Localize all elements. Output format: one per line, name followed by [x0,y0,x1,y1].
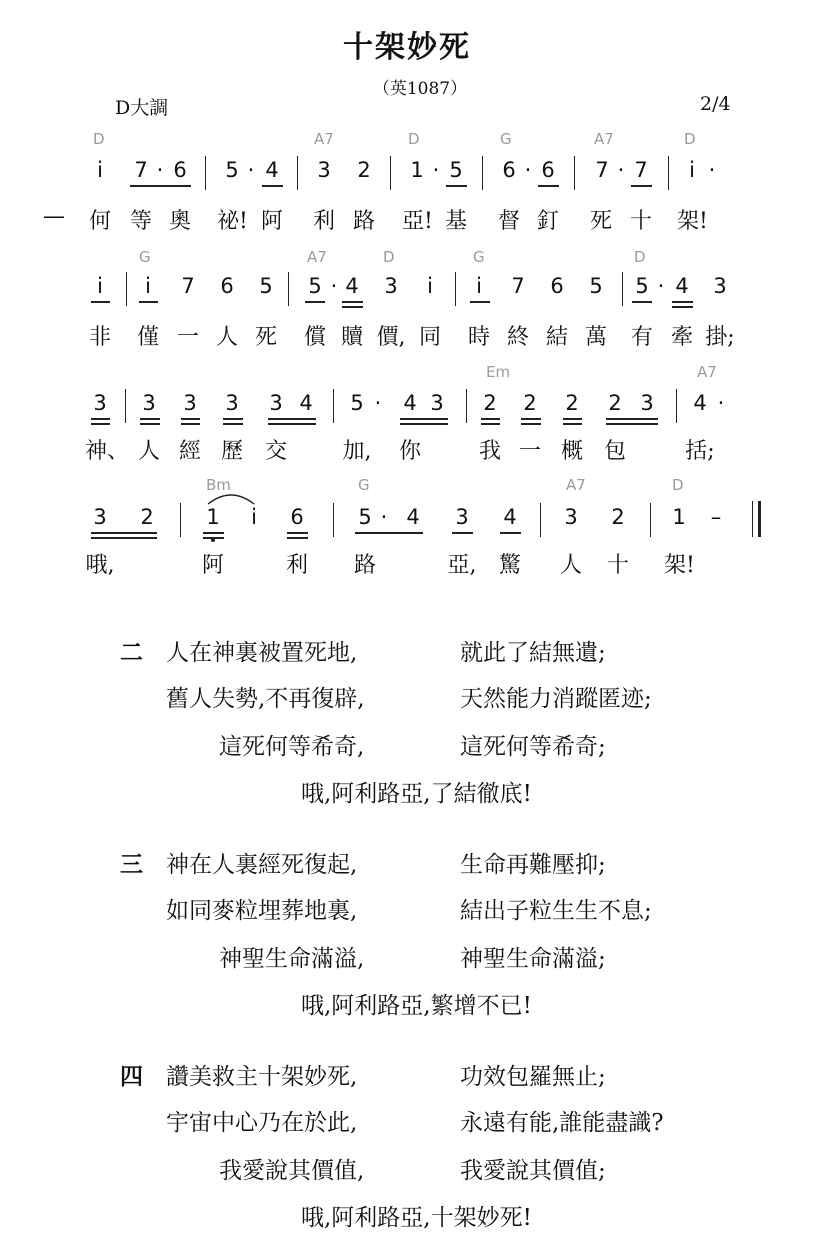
row1-barline [668,156,669,190]
verse-line: 我愛說其價值, [219,1158,365,1184]
row1-note: 7 [134,158,148,182]
row3-note: 3 [269,391,283,415]
verse-number: 三 [120,851,143,878]
row1-note: i [97,158,103,182]
row3-note: 3 [430,391,444,415]
row2-beam-double [342,306,363,308]
row4-note: 5 [358,505,372,529]
row2-note: 6 [220,274,234,298]
row3-lyric: 包 [603,439,626,464]
row1-barline [390,156,391,190]
final-barline [752,501,753,537]
row4-chord-symbol: Bm [206,476,231,494]
row4-barline [333,503,334,537]
row3-beam-double [140,418,160,420]
row4-lyric: 阿 [201,553,224,578]
row2-note: 5 [259,274,273,298]
row1-rhythm-mark: · [524,158,532,182]
row3-lyric: 你 [398,439,421,464]
row3-beam-double [400,418,448,420]
row1-note: i [689,158,695,182]
row4-barline [650,503,651,537]
row3-lyric: 一 [518,439,541,464]
row2-lyric: 非 [88,325,111,350]
row1-chord-symbol: D [684,130,696,148]
row4-lyric: 亞, [447,553,477,578]
row4-note: 4 [406,505,420,529]
verse-line: 哦,阿利路亞,了結徹底! [301,781,532,807]
row2-lyric: 掛; [705,325,735,350]
row4-barline [540,503,541,537]
row1-lyric: 利 [312,209,335,234]
row2-lyric: 結 [545,325,568,350]
verse-line: 永遠有能,誰能盡識? [460,1110,664,1136]
row3-beam-double [521,423,541,425]
time-signature: 2/4 [700,93,731,115]
row2-chord-symbol: G [473,248,485,266]
row4-note: 3 [455,505,469,529]
row3-note: 2 [483,391,497,415]
verse-line: 這死何等希奇, [219,734,365,760]
slur-mark [204,488,264,508]
verse-number: 四 [120,1063,143,1090]
row2-barline [126,272,127,306]
row2-lyric: 償 [303,325,326,350]
row4-lyric: 驚 [498,553,521,578]
row3-lyric: 加, [342,439,372,464]
row1-lyric: 等 [129,209,152,234]
row1-chord-symbol: A7 [594,130,614,148]
key-signature: D大調 [115,97,169,119]
row4-note: 3 [93,505,107,529]
row1-note: 6 [173,158,187,182]
row2-note: i [145,274,151,298]
row1-chord-symbol: D [93,130,105,148]
row2-lyric: 價, [376,325,406,350]
row3-chord-symbol: A7 [697,363,717,381]
row1-lyric: 基 [444,209,467,234]
row4-note: i [251,505,257,529]
verse-line: 哦,阿利路亞,繁增不已! [301,993,532,1019]
row4-rhythm-mark: · [380,505,388,529]
row3-beam-double [140,423,160,425]
row1-beam-single [446,185,467,187]
row2-note: i [97,274,103,298]
row2-note: 5 [308,274,322,298]
row2-lyric: 一 [176,325,199,350]
row3-barline [333,389,334,423]
row3-note: 2 [608,391,622,415]
row2-beam-single [305,301,325,303]
row4-beam-single [500,532,521,534]
row2-beam-double [672,301,693,303]
row3-barline [466,389,467,423]
row2-note: i [476,274,482,298]
row2-lyric: 人 [215,325,238,350]
row1-beam-single [262,185,283,187]
row1-lyric: 十 [629,209,652,234]
row2-lyric: 僅 [136,325,159,350]
row4-low-octave-dot [211,538,215,542]
row1-barline [205,156,206,190]
row2-lyric: 萬 [584,325,607,350]
row1-beam-single [130,185,191,187]
row2-rhythm-mark: · [330,274,338,298]
row2-rhythm-mark: · [657,274,665,298]
row1-lyric: 死 [589,209,612,234]
row4-chord-symbol: A7 [566,476,586,494]
row4-note: 1 [206,505,220,529]
row3-note: 5 [350,391,364,415]
row4-lyric: 十 [606,553,629,578]
row2-note: 3 [384,274,398,298]
row3-lyric: 神、 [85,439,130,464]
row3-note: 3 [640,391,654,415]
row4-note: 2 [140,505,154,529]
row1-lyric: 亞! [402,209,433,234]
row3-beam-double [606,423,658,425]
row1-rhythm-mark: · [617,158,625,182]
row2-note: 5 [589,274,603,298]
row4-beam-double [203,537,224,539]
row3-beam-double [400,423,448,425]
row1-lyric: 架! [677,209,708,234]
row4-lyric: 哦, [85,553,115,578]
row1-lyric: 督 [497,209,520,234]
verse-line: 結出子粒生生不息; [460,898,652,924]
verse-line: 如同麥粒埋葬地裏, [166,898,358,924]
row3-beam-double [91,423,110,425]
row1-note: 5 [225,158,239,182]
row3-beam-double [481,423,500,425]
verse-line: 就此了結無遺; [460,640,606,666]
row3-note: 4 [299,391,313,415]
row3-beam-double [563,423,582,425]
row3-note: 2 [565,391,579,415]
row1-lyric: 釘 [536,209,559,234]
hymn-number: （英1087） [372,79,468,99]
row1-beam-single [538,185,559,187]
verse-line: 舊人失勢,不再復辟, [166,686,365,712]
row2-lyric: 牽 [670,325,693,350]
verse-line: 這死何等希奇; [460,734,606,760]
row2-chord-symbol: A7 [307,248,327,266]
row2-lyric: 贖 [340,325,363,350]
row2-barline [622,272,623,306]
row3-lyric: 括; [685,439,715,464]
row4-note: 4 [503,505,517,529]
row1-barline [574,156,575,190]
verse-line: 生命再難壓抑; [460,852,606,878]
row4-beam-double [203,532,224,534]
row4-beam-double [287,537,308,539]
row2-beam-single [91,301,110,303]
row2-note: 7 [181,274,195,298]
row1-note: 4 [265,158,279,182]
row2-beam-single [632,301,652,303]
row3-rhythm-mark: · [717,391,725,415]
row4-lyric: 架! [664,553,695,578]
row2-note: 6 [550,274,564,298]
row1-lyric: 路 [352,209,375,234]
row2-note: 3 [713,274,727,298]
row3-note: 3 [183,391,197,415]
row3-beam-double [521,418,541,420]
row1-lyric: 阿 [260,209,283,234]
row3-beam-double [181,423,200,425]
row2-lyric: 同 [418,325,441,350]
row2-note: 4 [345,274,359,298]
row3-lyric: 我 [478,439,501,464]
row1-note: 7 [595,158,609,182]
row1-barline [297,156,298,190]
row3-beam-double [223,418,243,420]
row4-rhythm-mark: – [710,505,722,529]
row3-beam-double [91,418,110,420]
verse-line: 天然能力消蹤匿迹; [460,686,652,712]
row4-beam-single [355,532,423,534]
row2-note: 5 [635,274,649,298]
row2-barline [455,272,456,306]
row1-lyric: — [43,204,65,229]
verse-line: 功效包羅無止; [460,1064,606,1090]
row1-barline [482,156,483,190]
row3-lyric: 人 [137,439,160,464]
row1-note: 5 [449,158,463,182]
row1-chord-symbol: D [408,130,420,148]
row3-note: 2 [523,391,537,415]
row1-note: 2 [357,158,371,182]
row4-note: 3 [564,505,578,529]
row2-note: 7 [511,274,525,298]
row4-beam-single [452,532,473,534]
row4-lyric: 路 [353,553,376,578]
row3-beam-double [563,418,582,420]
row1-rhythm-mark: · [156,158,164,182]
row4-beam-double [91,537,157,539]
row3-beam-double [268,423,316,425]
row4-chord-symbol: G [358,476,370,494]
row3-beam-double [268,418,316,420]
row1-lyric: 奧 [168,209,191,234]
row3-note: 4 [403,391,417,415]
verse-line: 神聖生命滿溢, [219,946,365,972]
row4-barline [180,503,181,537]
row1-rhythm-mark: · [247,158,255,182]
row2-lyric: 死 [254,325,277,350]
verse-line: 神在人裏經死復起, [166,852,358,878]
row1-lyric: 祕! [217,209,248,234]
verse-number: 二 [120,639,143,666]
row2-note: i [427,274,433,298]
row3-note: 3 [142,391,156,415]
verse-line: 我愛說其價值; [460,1158,606,1184]
row2-lyric: 時 [467,325,490,350]
row3-beam-double [606,418,658,420]
row4-chord-symbol: D [672,476,684,494]
verse-line: 讚美救主十架妙死, [166,1064,358,1090]
hymn-title: 十架妙死 [343,30,471,65]
row4-note: 6 [290,505,304,529]
row2-lyric: 有 [630,325,653,350]
row2-note: 4 [675,274,689,298]
row2-beam-single [470,301,490,303]
row2-chord-symbol: D [383,248,395,266]
row3-chord-symbol: Em [486,363,511,381]
final-barline-thick [758,501,761,537]
row2-barline [288,272,289,306]
verse-line: 哦,阿利路亞,十架妙死! [301,1205,532,1231]
verse-line: 宇宙中心乃在於此, [166,1110,358,1136]
row1-note: 6 [502,158,516,182]
row4-beam-double [91,532,157,534]
row2-lyric: 終 [506,325,529,350]
row1-beam-single [631,185,652,187]
verse-line: 人在神裏被置死地, [166,640,358,666]
row4-lyric: 人 [559,553,582,578]
row4-note: 2 [611,505,625,529]
row1-note: 7 [634,158,648,182]
row3-lyric: 經 [178,439,201,464]
row3-beam-double [223,423,243,425]
row1-note: 1 [410,158,424,182]
row1-chord-symbol: G [500,130,512,148]
row3-beam-double [181,418,200,420]
row2-chord-symbol: D [634,248,646,266]
row1-note: 6 [541,158,555,182]
row1-chord-symbol: A7 [314,130,334,148]
row2-beam-double [672,306,693,308]
row4-note: 1 [672,505,686,529]
row2-beam-double [342,301,363,303]
verse-line: 神聖生命滿溢; [460,946,606,972]
row3-barline [125,389,126,423]
row3-lyric: 交 [264,439,287,464]
row3-beam-double [481,418,500,420]
row1-lyric: 何 [88,209,111,234]
row4-lyric: 利 [285,553,308,578]
row3-lyric: 歷 [220,439,243,464]
row4-beam-double [287,532,308,534]
row3-barline [676,389,677,423]
row2-chord-symbol: G [139,248,151,266]
row3-rhythm-mark: · [374,391,382,415]
row1-rhythm-mark: · [708,158,716,182]
row3-note: 4 [693,391,707,415]
row1-note: 3 [317,158,331,182]
row3-note: 3 [225,391,239,415]
row3-lyric: 概 [560,439,583,464]
row2-beam-single [139,301,158,303]
row3-note: 3 [93,391,107,415]
row1-rhythm-mark: · [432,158,440,182]
